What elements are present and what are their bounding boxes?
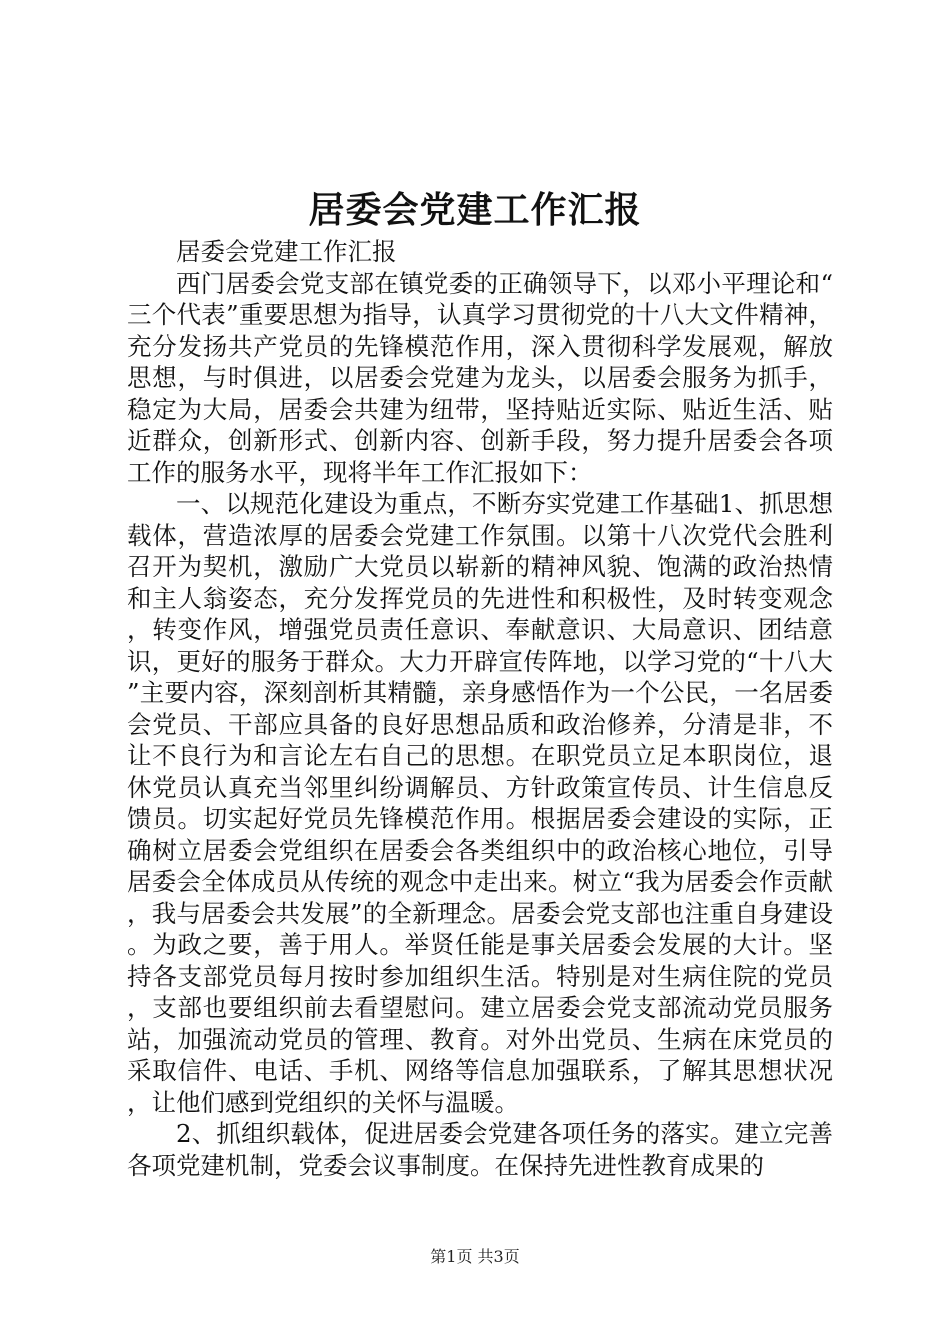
page-footer: 第1页 共3页 — [430, 1247, 520, 1266]
paragraph-intro: 西门居委会党支部在镇党委的正确领导下，以邓小平理论和“三个代表”重要思想为指导，认真学习贯彻党的十八大文件精神，充分发扬共产党员的先锋模范作用，深入贯彻科学发展观，解放思想，与时俱进，以居委会党建为龙头，以居委会服务为抓手，稳定为大局，居委会共建为纽带，坚持贴近实际、贴近生活、贴近群众，创新形式、创新内容、创新手段，努力提升居委会各项工作的服务水平，现将半年工作汇报如下： — [127, 268, 833, 487]
paragraph-section-two: 2、抓组织载体，促进居委会党建各项任务的落实。建立完善各项党建机制，党委会议事制度。在保持先进性教育成果的 — [127, 1119, 833, 1180]
paragraph-subtitle: 居委会党建工作汇报 — [176, 237, 397, 266]
document-body — [127, 236, 833, 1181]
paragraph-section-one: 一、以规范化建设为重点，不断夯实党建工作基础1、抓思想载体，营造浓厚的居委会党建工作氛围。以第十八次党代会胜利召开为契机，激励广大党员以崭新的精神风貌、饱满的政治热情和主人翁姿态，充分发挥党员的先进性和积极性，及时转变观念，转变作风，增强党员责任意识、奉献意识、大局意识、团结意识，更好的服务于群众。大力开辟宣传阵地，以学习党的“十八大”主要内容，深刻剖析其精髓，亲身感悟作为一个公民，一名居委会党员、干部应具备的良好思想品质和政治修养，分清是非，不让不良行为和言论左右自己的思想。在职党员立足本职岗位，退休党员认真充当邻里纠纷调解员、方针政策宣传员、计生信息反馈员。切实起好党员先锋模范作用。根据居委会建设的实际，正确树立居委会党组织在居委会各类组织中的政治核心地位，引导居委会全体成员从传统的观念中走出来。树立“我为居委会作贡献，我与居委会共发展”的全新理念。居委会党支部也注重自身建设。为政之要，善于用人。举贤任能是事关居委会发展的大计。坚持各支部党员每月按时参加组织生活。特别是对生病住院的党员，支部也要组织前去看望慰问。建立居委会党支部流动党员服务站，加强流动党员的管理、教育。对外出党员、生病在床党员的采取信件、电话、手机、网络等信息加强联系，了解其思想状况，让他们感到党组织的关怀与温暖。 — [127, 489, 833, 1117]
document-title: 居委会党建工作汇报 — [308, 189, 642, 231]
